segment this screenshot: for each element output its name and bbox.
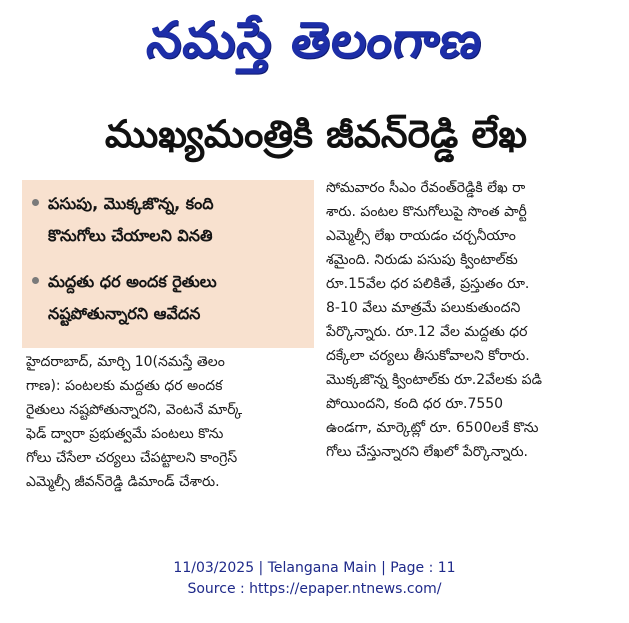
newspaper-logo: నమస్తే తెలంగాణ	[143, 10, 486, 69]
body-line: సోమవారం సీఎం రేవంత్‌రెడ్డికి లేఖ రా	[326, 180, 526, 196]
body-line: ఎమ్మెల్సీ జీవన్‌రెడ్డి డిమాండ్ చేశారు.	[26, 474, 220, 490]
body-line: గాణ): పంటలకు మద్దతు ధర అందక	[26, 378, 223, 394]
highlight-line: నష్టపోతున్నారని ఆవేదన	[48, 304, 201, 323]
bullet-dot-icon	[32, 277, 39, 284]
body-line: ఫెడ్ ద్వారా ప్రభుత్వమే పంటలు కొను	[26, 426, 224, 442]
body-line: పేర్కొన్నారు. రూ.12 వేల మద్దతు ధర	[326, 324, 528, 340]
body-line: రైతులు నష్టపోతున్నారని, వెంటనే మార్క్	[26, 402, 243, 418]
article-dateline: హైదరాబాద్, మార్చి 10(నమస్తే తెలం	[26, 354, 225, 370]
bullet-dot-icon	[32, 199, 39, 206]
body-line: ఉండగా, మార్కెట్లో రూ. 6500లకే కొను	[326, 420, 539, 436]
publication-info: 11/03/2025 | Telangana Main | Page : 11	[173, 560, 456, 576]
highlight-item	[32, 266, 312, 330]
body-line: మొక్కజొన్న క్వింటాల్‌కు రూ.2వేలకు పడి	[326, 372, 542, 388]
body-line: శారు. పంటల కొనుగోలుపై సొంత పార్టీ	[326, 204, 527, 220]
source-footer	[0, 558, 629, 600]
body-line: గోలు చేసేలా చర్యలు చేపట్టాలని కాంగ్రెస్	[26, 450, 238, 466]
masthead	[0, 2, 629, 80]
article-headline: ముఖ్యమంత్రికి జీవన్‌రెడ్డి లేఖ	[104, 112, 528, 156]
body-line: గోలు చేస్తున్నారని లేఖలో పేర్కొన్నారు.	[326, 444, 529, 460]
highlight-line: కొనుగోలు చేయాలని వినతి	[48, 226, 213, 245]
article-body-right-column	[326, 176, 608, 464]
body-line: శమైంది. నిరుడు పసుపు క్వింటాల్‌కు	[326, 252, 518, 268]
highlight-line: మద్దతు ధర అందక రైతులు	[48, 272, 217, 291]
body-line: రూ.15వేల ధర పలికితే, ప్రస్తుతం రూ.	[326, 276, 530, 292]
source-link[interactable]: Source : https://epaper.ntnews.com/	[187, 581, 442, 597]
body-line: ఎమ్మెల్సీ లేఖ రాయడం చర్చనీయాం	[326, 228, 516, 244]
highlight-line: పసుపు, మొక్కజొన్న, కంది	[48, 194, 214, 213]
body-line: పోయిందని, కంది ధర రూ.7550	[326, 396, 504, 412]
body-line: దక్కేలా చర్యలు తీసుకోవాలని కోరారు.	[326, 348, 530, 364]
article-body-left-column	[26, 350, 312, 494]
body-line: 8-10 వేలు మాత్రమే పలుకుతుందని	[326, 300, 521, 316]
news-article	[22, 92, 610, 522]
highlight-item	[32, 188, 312, 252]
